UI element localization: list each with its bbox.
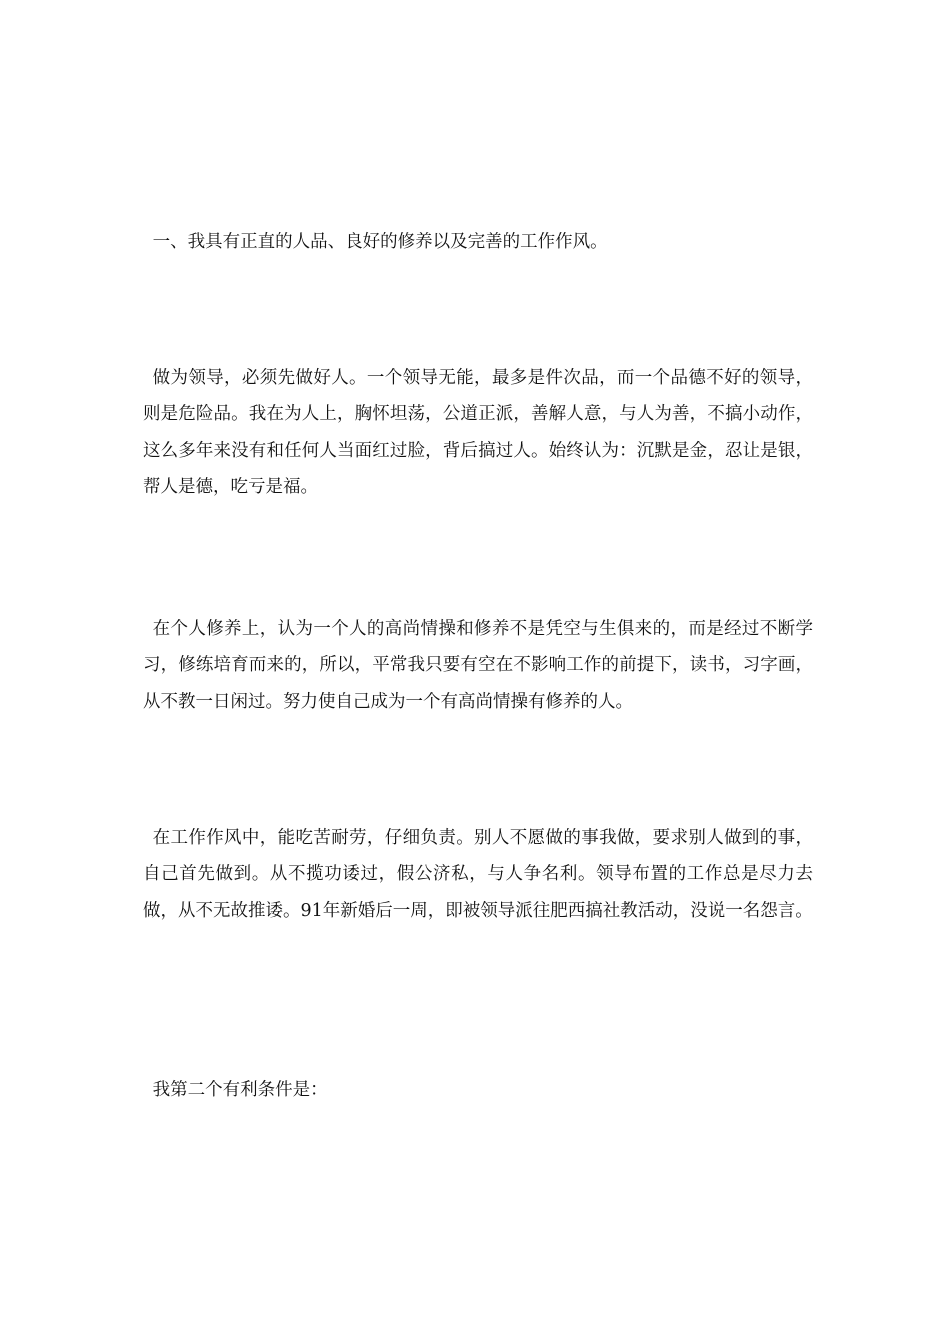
paragraph-self-cultivation: 在个人修养上，认为一个人的高尚情操和修养不是凭空与生俱来的，而是经过不断学习，修练培育而来的，所以，平常我只要有空在不影响工作的前提下，读书，习字画，从不教一日闲过。努力使自己成为一个有高尚情操有修养的人。 xyxy=(143,619,813,712)
paragraph-leadership: 做为领导，必须先做好人。一个领导无能，最多是件次品，而一个品德不好的领导，则是危险品。我在为人上，胸怀坦荡，公道正派，善解人意，与人为善，不搞小动作，这么多年来没有和任何人当面红过脸，背后搞过人。始终认为：沉默是金，忍让是银，帮人是德，吃亏是福。 xyxy=(143,368,813,497)
paragraph-heading-1: 一、我具有正直的人品、良好的修养以及完善的工作作风。 xyxy=(152,232,608,252)
paragraph-second-condition: 我第二个有利条件是： xyxy=(152,1080,328,1100)
paragraph-work-style: 在工作作风中，能吃苦耐劳，仔细负责。别人不愿做的事我做，要求别人做到的事，自己首先做到。从不揽功诿过，假公济私，与人争名利。领导布置的工作总是尽力去做，从不无故推诿。91年新婚后一周，即被领导派往肥西搞社教活动，没说一名怨言。 xyxy=(143,828,813,921)
